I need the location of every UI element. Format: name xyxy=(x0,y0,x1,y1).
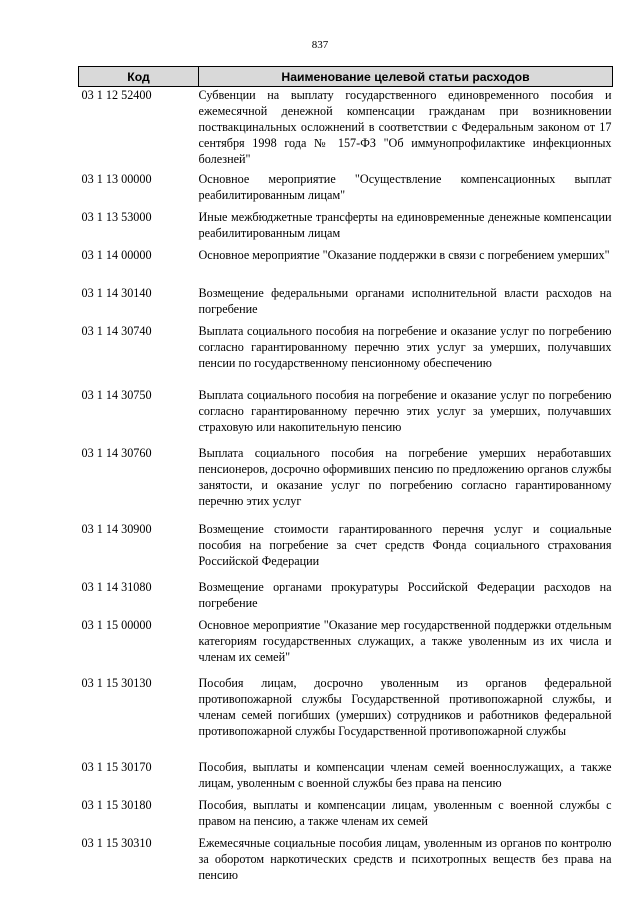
row-code: 03 1 15 30180 xyxy=(81,797,152,812)
row-code: 03 1 14 30140 xyxy=(81,285,152,300)
table-row xyxy=(79,445,613,521)
row-code: 03 1 15 30170 xyxy=(81,759,152,774)
table-row xyxy=(79,835,613,887)
row-code: 03 1 14 30760 xyxy=(81,445,152,460)
row-code: 03 1 14 30740 xyxy=(81,323,152,338)
row-code: 03 1 14 31080 xyxy=(81,579,152,594)
table-row xyxy=(79,247,613,285)
row-name: Ежемесячные социальные пособия лицам, уволенным из органов по контролю за оборотом наркотических средств и психотропных веществ без права на пенсию xyxy=(198,835,612,882)
row-code: 03 1 12 52400 xyxy=(81,88,152,102)
row-name: Возмещение федеральными органами исполнительной власти расходов на погребение xyxy=(198,285,612,316)
table-row xyxy=(79,323,613,387)
table-header-row xyxy=(79,67,613,87)
table-row xyxy=(79,579,613,617)
row-code: 03 1 15 00000 xyxy=(81,617,152,632)
row-name: Субвенции на выплату государственного единовременного пособия и ежемесячной денежной компенсации гражданам при возникновении поствакцинальных осложнений в соответствии с Федеральным законом от 17 сентября 1998 года № 157-ФЗ "Об иммунопрофилактике инфекционных болезней" xyxy=(198,88,612,166)
row-code: 03 1 15 30130 xyxy=(81,675,152,690)
row-name: Выплата социального пособия на погребение и оказание услуг по погребению согласно гарантированному перечню этих услуг за умерших, получавших пенсии по государственному пенсионному обеспечению xyxy=(198,323,612,370)
table-row xyxy=(79,87,613,171)
row-name: Иные межбюджетные трансферты на единовременные денежные компенсации реабилитированным лицам xyxy=(198,209,612,240)
row-name: Выплата социального пособия на погребение и оказание услуг по погребению согласно гарантированному перечню этих услуг за умерших, получавших страховую или накопительную пенсию xyxy=(198,387,612,434)
page-number: 837 xyxy=(311,39,329,51)
table-row xyxy=(79,759,613,797)
table-row xyxy=(79,387,613,445)
table-row xyxy=(79,285,613,323)
row-name: Основное мероприятие "Оказание мер государственной поддержки отдельным категориям государственных служащих, а также уволенным из их числа и членам их семей" xyxy=(198,617,612,664)
row-name: Пособия, выплаты и компенсации членам семей военнослужащих, а также лицам, уволенным с военной службы без права на пенсию xyxy=(198,759,612,790)
row-name: Возмещение органами прокуратуры Российской Федерации расходов на погребение xyxy=(198,579,612,610)
row-name: Пособия, выплаты и компенсации лицам, уволенным с военной службы с правом на пенсию, а также членам их семей xyxy=(198,797,612,828)
row-code: 03 1 13 00000 xyxy=(81,171,152,186)
table-row xyxy=(79,209,613,247)
target-articles-table xyxy=(78,66,613,887)
table-row xyxy=(79,675,613,759)
row-name: Основное мероприятие "Оказание поддержки в связи с погребением умерших" xyxy=(198,247,610,262)
header-name: Наименование целевой статьи расходов xyxy=(199,67,613,87)
row-code: 03 1 14 30750 xyxy=(81,387,152,402)
table-row xyxy=(79,171,613,209)
row-name: Возмещение стоимости гарантированного перечня услуг и социальные пособия на погребение за счет средств Фонда социального страхования Российской Федерации xyxy=(198,521,612,568)
row-code: 03 1 15 30310 xyxy=(81,835,152,850)
table-row xyxy=(79,797,613,835)
row-code: 03 1 13 53000 xyxy=(81,209,152,224)
header-code: Код xyxy=(79,67,199,87)
row-code: 03 1 14 30900 xyxy=(81,521,152,536)
row-name: Основное мероприятие "Осуществление компенсационных выплат реабилитированным лицам" xyxy=(198,171,612,202)
row-code: 03 1 14 00000 xyxy=(81,247,152,262)
table-row xyxy=(79,617,613,675)
table-row xyxy=(79,521,613,579)
row-name: Пособия лицам, досрочно уволенным из органов федеральной противопожарной службы Государственной противопожарной службы, и членам семей погибших (умерших) сотрудников и работников федеральной противопожарной службы Государственной противопожарной службы xyxy=(198,675,612,738)
row-name: Выплата социального пособия на погребение умерших неработавших пенсионеров, досрочно оформивших пенсию по предложению органов службы занятости, и оказание услуг по погребению согласно гарантированному перечню этих услуг xyxy=(198,445,612,508)
